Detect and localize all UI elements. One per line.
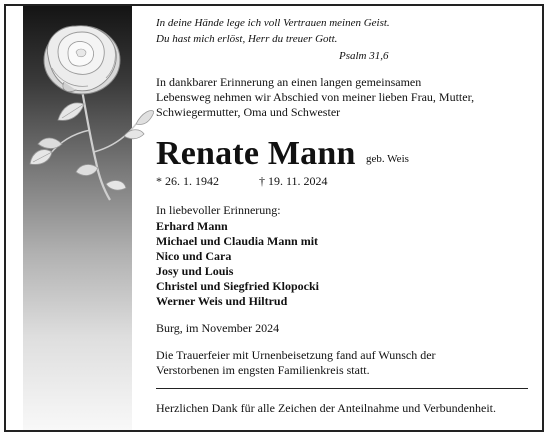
- intro-line-3: Schwiegermutter, Oma und Schwester: [156, 105, 341, 119]
- psalm-line-1: In deine Hände lege ich voll Vertrauen meinen Geist.: [156, 17, 390, 29]
- intro-line-2: Lebensweg nehmen wir Abschied von meiner lieben Frau, Mutter,: [156, 90, 475, 104]
- mourner-name: Christel und Siegfried Klopocki: [156, 279, 320, 293]
- divider: [156, 388, 528, 389]
- birth-name: geb. Weis: [366, 153, 409, 165]
- deceased-name: Renate Mann: [156, 135, 356, 172]
- place-date: Burg, im November 2024: [156, 321, 280, 335]
- funeral-note-line-1: Die Trauerfeier mit Urnenbeisetzung fand auf Wunsch der: [156, 348, 436, 362]
- mourner-name: Erhard Mann: [156, 219, 228, 233]
- thanks-line: Herzlichen Dank für alle Zeichen der Anteilnahme und Verbundenheit.: [156, 401, 496, 415]
- mourner-name: Josy und Louis: [156, 264, 234, 278]
- obituary-notice: [4, 4, 544, 432]
- psalm-line-2: Du hast mich erlöst, Herr du treuer Gott.: [156, 33, 338, 45]
- rose-image: [24, 12, 154, 202]
- mourners-heading: In liebevoller Erinnerung:: [156, 203, 281, 217]
- mourner-name: Michael und Claudia Mann mit: [156, 234, 319, 248]
- intro-line-1: In dankbarer Erinnerung an einen langen gemeinsamen: [156, 75, 422, 89]
- life-dates: [156, 174, 328, 189]
- death-date: † 19. 11. 2024: [259, 174, 328, 188]
- birth-date: * 26. 1. 1942: [156, 174, 219, 188]
- mourner-name: Nico und Cara: [156, 249, 232, 263]
- mourner-name: Werner Weis und Hiltrud: [156, 294, 288, 308]
- funeral-note-line-2: Verstorbenen im engsten Familienkreis statt.: [156, 363, 370, 377]
- psalm-reference: Psalm 31,6: [339, 50, 389, 62]
